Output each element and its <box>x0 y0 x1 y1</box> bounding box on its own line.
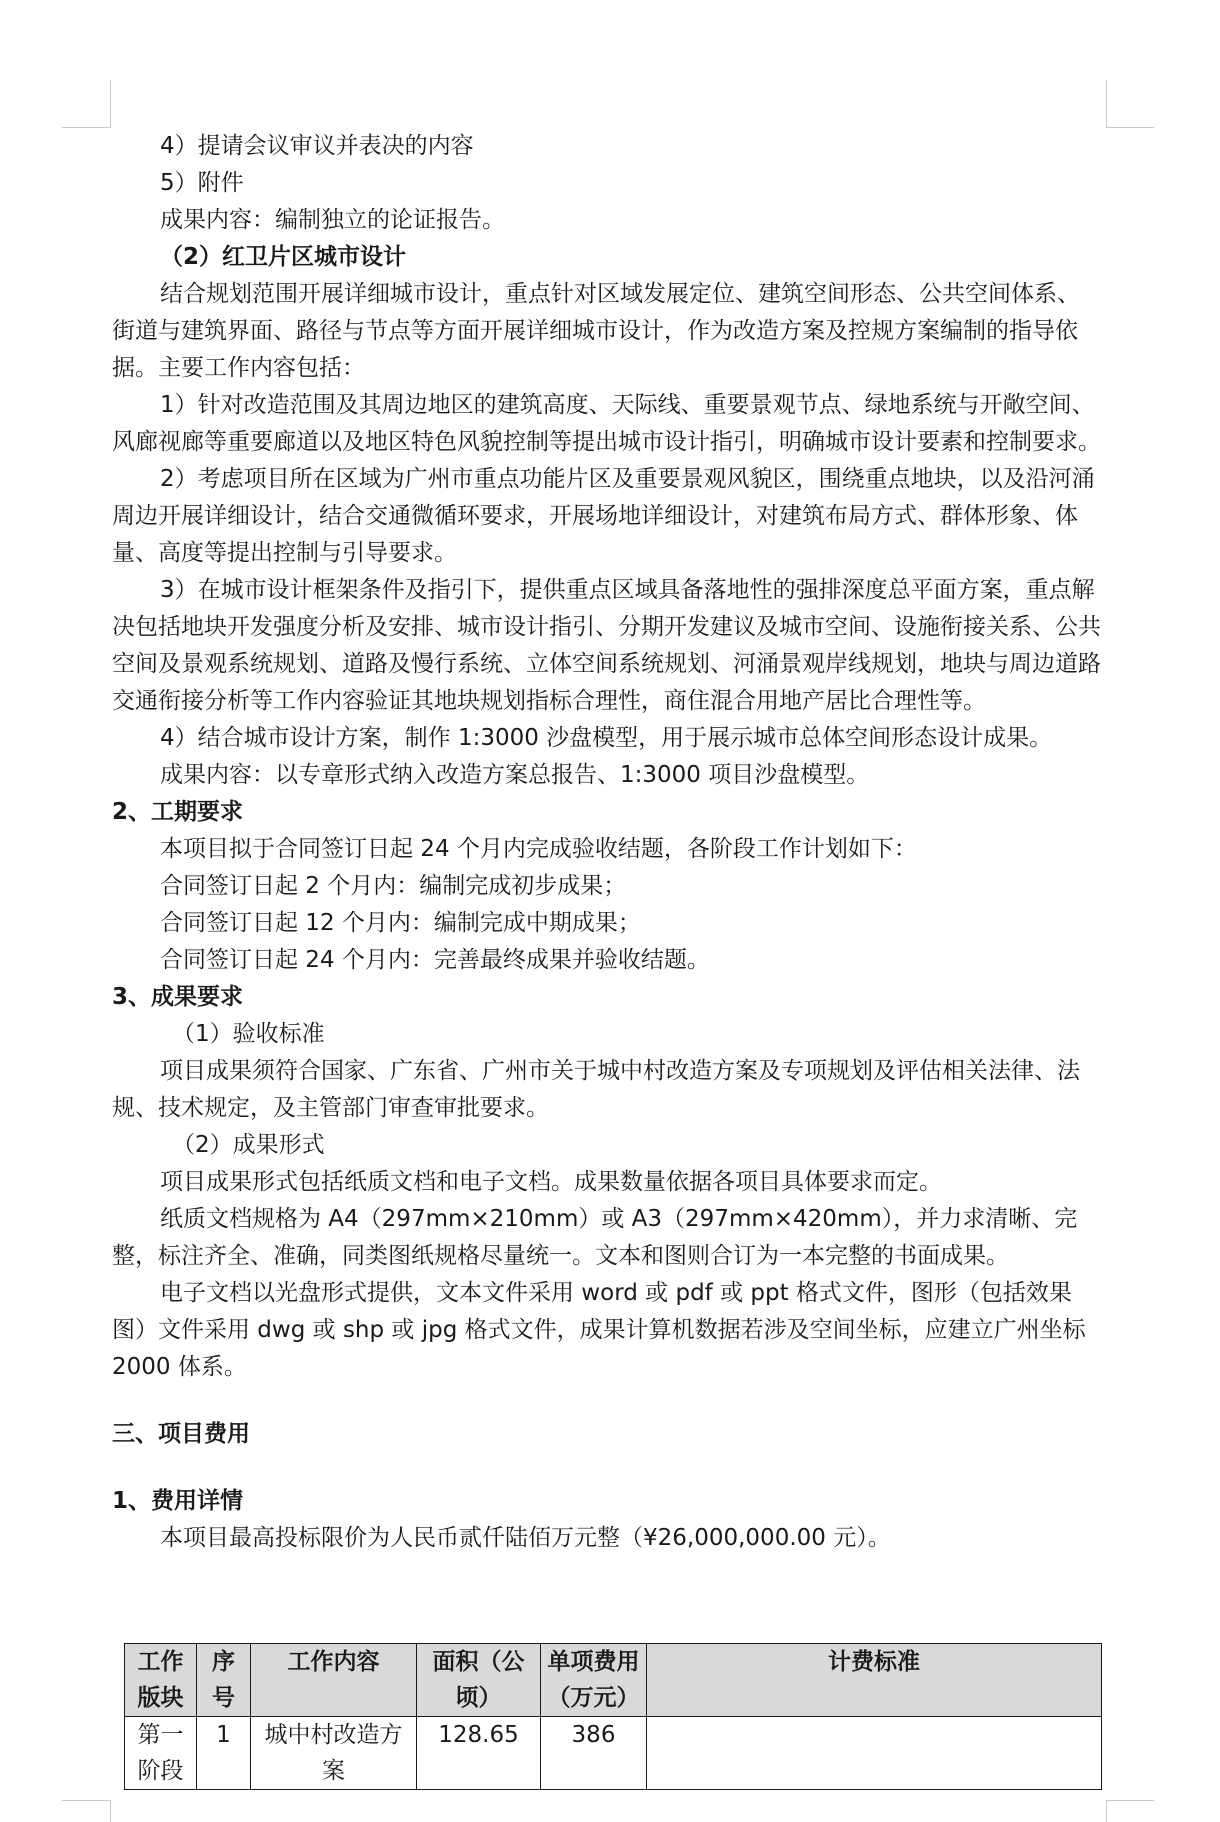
paragraph: 合同签订日起 24 个月内：完善最终成果并验收结题。 <box>160 947 710 973</box>
header-cell: 单项费用（万元） <box>541 1644 647 1717</box>
table-cell: 386 <box>541 1717 647 1790</box>
crop-mark-top-left <box>62 127 110 128</box>
paragraph: 项目成果形式包括纸质文档和电子文档。成果数量依据各项目具体要求而定。 <box>160 1169 942 1195</box>
crop-mark-bottom-left <box>110 1800 111 1822</box>
crop-mark-top-right <box>1106 127 1154 128</box>
paragraph: 4）提请会议审议并表决的内容 <box>160 133 474 159</box>
paragraph: 2）考虑项目所在区域为广州市重点功能片区及重要景观风貌区，围绕重点地块，以及沿河涌周边开展详细设计，结合交通微循环要求，开展场地详细设计，对建筑布局方式、群体形象、体量、高度等提出控制与引导要求。 <box>112 466 1095 566</box>
paragraph: 本项目拟于合同签订日起 24 个月内完成验收结题，各阶段工作计划如下： <box>160 836 917 862</box>
section-heading: （2）红卫片区城市设计 <box>160 244 407 270</box>
paragraph: 1）针对改造范围及其周边地区的建筑高度、天际线、重要景观节点、绿地系统与开敞空间、风廊视廊等重要廊道以及地区特色风貌控制等提出城市设计指引，明确城市设计要素和控制要求。 <box>112 392 1101 455</box>
paragraph: 项目成果须符合国家、广东省、广州市关于城中村改造方案及专项规划及评估相关法律、法规、技术规定，及主管部门审查审批要求。 <box>112 1058 1080 1121</box>
table-cell: 城中村改造方案 <box>251 1717 417 1790</box>
paragraph: 纸质文档规格为 A4（297mm×210mm）或 A3（297mm×420mm），并力求清晰、完整，标注齐全、准确，同类图纸规格尽量统一。文本和图则合订为一本完整的书面成果。 <box>112 1206 1078 1269</box>
section-heading: 1、费用详情 <box>112 1488 244 1514</box>
paragraph: 3）在城市设计框架条件及指引下，提供重点区域具备落地性的强排深度总平面方案，重点解决包括地块开发强度分析及安排、城市设计指引、分期开发建议及城市空间、设施衔接关系、公共空间及景观系统规划、道路及慢行系统、立体空间系统规划、河涌景观岸线规划，地块与周边道路交通衔接分析等工作内容验证其地块规划指标合理性，商住混合用地产居比合理性等。 <box>112 577 1101 714</box>
crop-mark-bottom-right <box>1106 1800 1154 1801</box>
table-cell <box>647 1717 1102 1790</box>
table-cell: 128.65 <box>417 1717 541 1790</box>
document-body <box>112 128 1102 1557</box>
paragraph: 本项目最高投标限价为人民币贰仟陆佰万元整（¥26,000,000.00 元）。 <box>160 1525 891 1551</box>
crop-mark-top-left <box>110 80 111 128</box>
table-cell: 第一阶段 <box>125 1717 197 1790</box>
header-cell: 面积（公顷） <box>417 1644 541 1717</box>
spacer <box>112 1386 1102 1416</box>
paragraph: （1）验收标准 <box>172 1021 325 1047</box>
paragraph: 结合规划范围开展详细城市设计，重点针对区域发展定位、建筑空间形态、公共空间体系、街道与建筑界面、路径与节点等方面开展详细城市设计，作为改造方案及控规方案编制的指导依据。主要工作内容包括： <box>112 281 1080 381</box>
paragraph: 合同签订日起 2 个月内：编制完成初步成果； <box>160 873 627 899</box>
crop-mark-bottom-right <box>1106 1800 1107 1822</box>
header-cell: 工作内容 <box>251 1644 417 1717</box>
header-cell: 序号 <box>197 1644 251 1717</box>
paragraph: 4）结合城市设计方案，制作 1:3000 沙盘模型，用于展示城市总体空间形态设计成果。 <box>160 725 1053 751</box>
table-header-row <box>125 1644 1102 1717</box>
crop-mark-top-right <box>1106 80 1107 128</box>
section-heading: 3、成果要求 <box>112 984 244 1010</box>
crop-mark-bottom-left <box>62 1800 110 1801</box>
table-row <box>125 1717 1102 1790</box>
spacer <box>112 1453 1102 1483</box>
fee-table <box>124 1643 1102 1790</box>
paragraph: 成果内容：编制独立的论证报告。 <box>160 207 505 233</box>
paragraph: 电子文档以光盘形式提供，文本文件采用 word 或 pdf 或 ppt 格式文件，图形（包括效果图）文件采用 dwg 或 shp 或 jpg 格式文件，成果计算机数据若涉及空间坐标，应建立广州坐标 2000 体系。 <box>112 1280 1086 1380</box>
paragraph: （2）成果形式 <box>172 1132 325 1158</box>
table-cell: 1 <box>197 1717 251 1790</box>
section-heading: 三、项目费用 <box>112 1421 250 1447</box>
paragraph: 成果内容：以专章形式纳入改造方案总报告、1:3000 项目沙盘模型。 <box>160 762 870 788</box>
header-cell: 计费标准 <box>647 1644 1102 1717</box>
paragraph: 合同签订日起 12 个月内：编制完成中期成果； <box>160 910 641 936</box>
section-heading: 2、工期要求 <box>112 799 244 825</box>
header-cell: 工作版块 <box>125 1644 197 1717</box>
paragraph: 5）附件 <box>160 170 244 196</box>
